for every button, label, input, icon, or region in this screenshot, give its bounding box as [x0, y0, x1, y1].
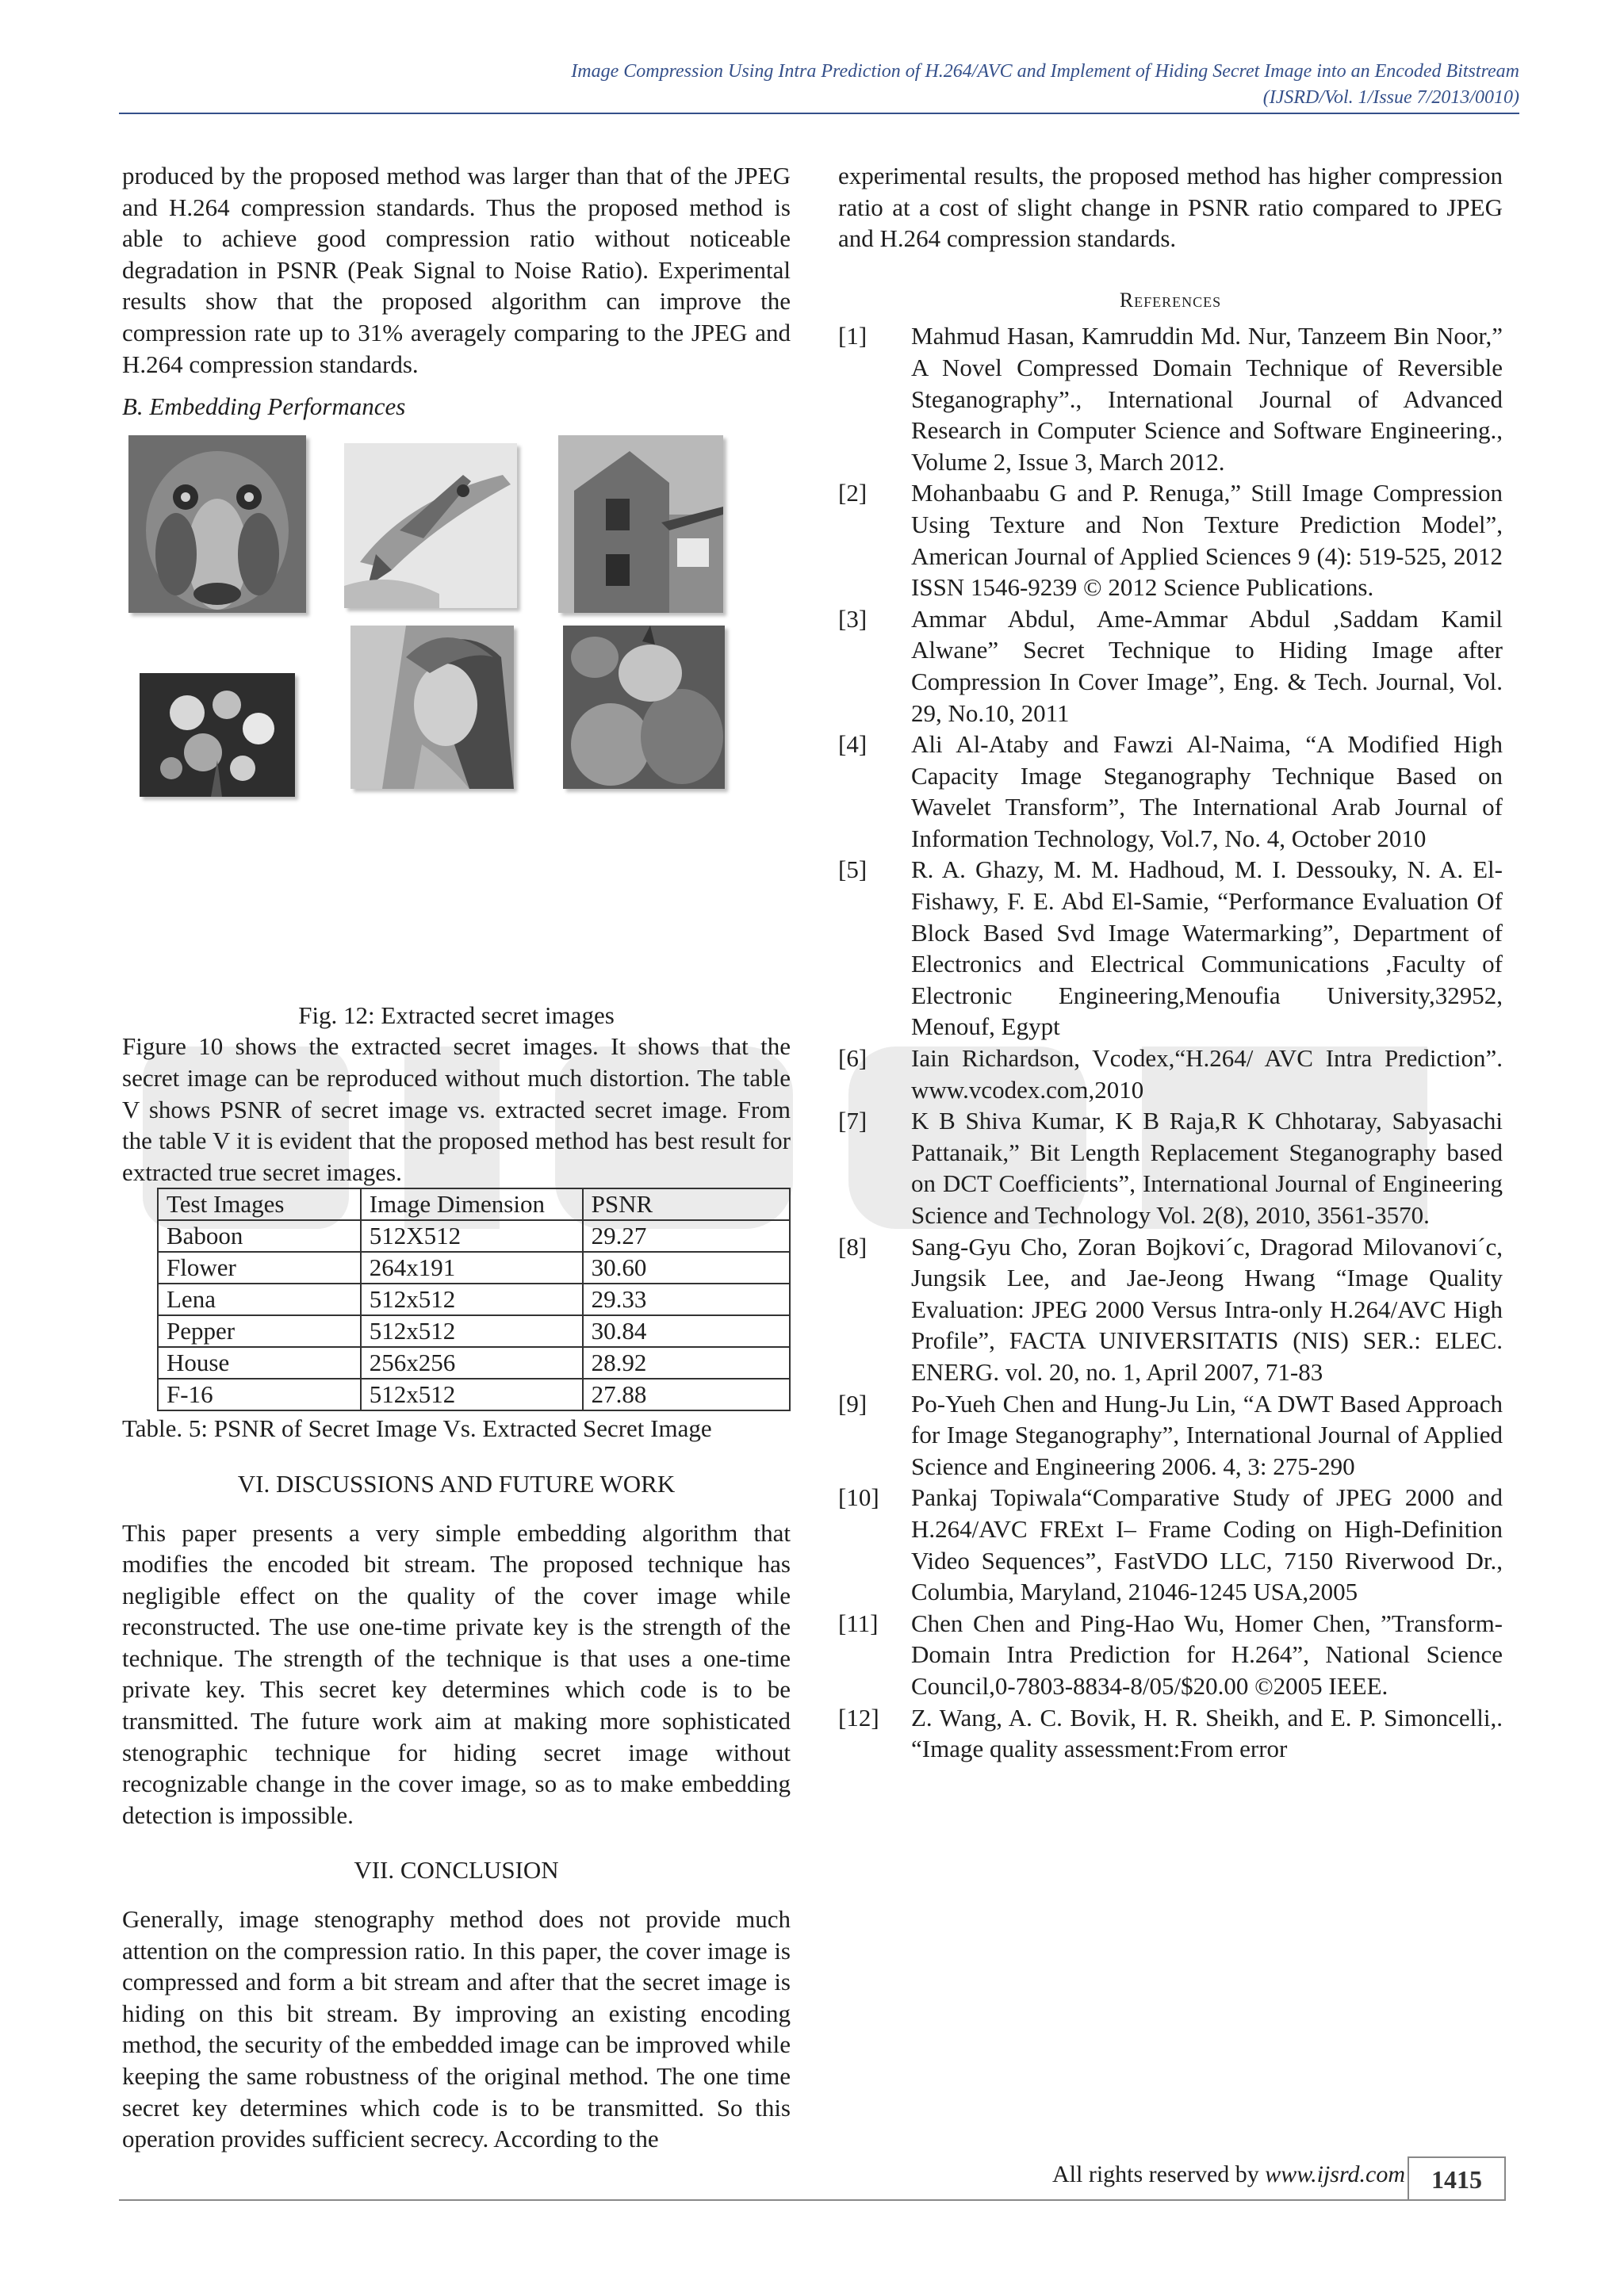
reference-text: Z. Wang, A. C. Bovik, H. R. Sheikh, and E. P. Simoncelli,. “Image quality assessment:From error: [911, 1703, 1503, 1763]
flower-image: [140, 673, 295, 797]
reference-item: [838, 1231, 1503, 1388]
reference-item: [838, 1482, 1503, 1607]
reference-text: Iain Richardson, Vcodex,“H.264/ AVC Intra Prediction”. www.vcodex.com,2010: [911, 1044, 1503, 1104]
psnr-table: [157, 1188, 791, 1411]
reference-number: [7]: [838, 1107, 868, 1135]
conclusion-paragraph: Generally, image stenography method does not provide much attention on the compression ratio. In this paper, the cover image is compressed and form a bit stream and after that the secret image is hiding on this bit stream. By improving an existing encoding method, the security of the embedded image can be improved while keeping the same robustness of the original method. The one time secret key determines which code is to be transmitted. So this operation provides sufficient secrecy. According to the: [122, 1905, 791, 2153]
house-image: [558, 435, 723, 613]
reference-text: K B Shiva Kumar, K B Raja,R K Chhotaray, Sabyasachi Pattanaik,” Bit Length Replacement Steganography based on DCT Coefficients”, International Journal of Engineering Science and Technology Vol. 2(8), 2010, 3561-3570.: [911, 1107, 1503, 1229]
page-number: 1415: [1408, 2156, 1506, 2201]
reference-number: [12]: [838, 1703, 879, 1732]
reference-number: [8]: [838, 1232, 868, 1261]
reference-text: Chen Chen and Ping-Hao Wu, Homer Chen, ”Transform-Domain Intra Prediction for H.264”, National Science Council,0-7803-8834-8/05/$20.00 ©2005 IEEE.: [911, 1609, 1503, 1700]
table-cell: Lena: [158, 1284, 361, 1315]
table-header: PSNR: [583, 1188, 790, 1220]
table-cell: 512X512: [361, 1220, 583, 1252]
table-cell: 256x256: [361, 1347, 583, 1379]
reference-text: Sang-Gyu Cho, Zoran Bojkovi´c, Dragorad Milovanovi´c, Jungsik Lee, and Jae-Jeong Hwang “Image Quality Evaluation: JPEG 2000 Versus Intra-only H.264/AVC High Profile”, FACTA UNIVERSITATIS (NIS) SER.: ELEC. ENERG. vol. 20, no. 1, April 2007, 71-83: [911, 1232, 1503, 1386]
reference-number: [2]: [838, 479, 868, 507]
table-cell: 30.84: [583, 1315, 790, 1347]
header-title: Image Compression Using Intra Prediction of H.264/AVC and Implement of Hiding Secret Image into an Encoded Bitstream: [571, 61, 1519, 82]
table-header-row: [158, 1188, 790, 1220]
table-cell: F-16: [158, 1379, 361, 1410]
table-cell: 29.33: [583, 1284, 790, 1315]
pepper-image: [563, 626, 725, 789]
table-cell: Flower: [158, 1252, 361, 1284]
table-row: [158, 1347, 790, 1379]
running-header: [571, 59, 1519, 111]
reference-item: [838, 729, 1503, 854]
figure-discussion: Figure 10 shows the extracted secret images. It shows that the secret image can be reproduced without much distortion. The table V shows PSNR of secret image vs. extracted secret image. From the table V it is evident that the proposed method has best result for extracted true secret images.: [122, 1032, 791, 1186]
table-row: [158, 1315, 790, 1347]
section-heading-discussions: VI. DISCUSSIONS AND FUTURE WORK: [237, 1469, 676, 1498]
footer-rights: [1052, 2161, 1405, 2188]
reference-number: [4]: [838, 730, 868, 759]
reference-number: [6]: [838, 1044, 868, 1073]
table-cell: 512x512: [361, 1315, 583, 1347]
reference-item: [838, 1608, 1503, 1702]
reference-item: [838, 854, 1503, 1043]
table-caption: Table. 5: PSNR of Secret Image Vs. Extracted Secret Image: [122, 1414, 712, 1443]
reference-number: [1]: [838, 322, 868, 350]
results-paragraph: produced by the proposed method was larger than that of the JPEG and H.264 compression standards. Thus the proposed method is able to achieve good compression ratio without noticeable degradation in PSNR (Peak Signal to Noise Ratio). Experimental results show that the proposed algorithm can improve the compression rate up to 31% averagely comparing to the JPEG and H.264 compression standards.: [122, 162, 791, 378]
right-column: [838, 160, 1503, 1765]
reference-text: Ali Al-Ataby and Fawzi Al-Naima, “A Modified High Capacity Image Steganography Technique Based on Wavelet Transform”, The International Arab Journal of Information Technology, Vol.7, No. 4, October 2010: [911, 730, 1503, 852]
lena-image: [350, 626, 514, 789]
table-header: Image Dimension: [361, 1188, 583, 1220]
reference-number: [11]: [838, 1609, 879, 1637]
conclusion-continued: experimental results, the proposed method has higher compression ratio at a cost of slight change in PSNR ratio compared to JPEG and H.264 compression standards.: [838, 162, 1503, 253]
reference-item: [838, 1388, 1503, 1483]
reference-number: [3]: [838, 604, 868, 633]
section-heading-conclusion: VII. CONCLUSION: [354, 1856, 559, 1885]
reference-item: [838, 320, 1503, 477]
reference-text: Mohanbaabu G and P. Renuga,” Still Image Compression Using Texture and Non Texture Prediction Model”, American Journal of Applied Sciences 9 (4): 519-525, 2012 ISSN 1546-9239 © 2012 Science Publications.: [911, 479, 1503, 602]
table-cell: Pepper: [158, 1315, 361, 1347]
table-cell: 30.60: [583, 1252, 790, 1284]
reference-number: [9]: [838, 1389, 868, 1418]
reference-text: R. A. Ghazy, M. M. Hadhoud, M. I. Dessouky, N. A. El-Fishawy, F. E. Abd El-Samie, “Performance Evaluation Of Block Based Svd Image Watermarking”, Department of Electronics and Electrical Communications ,Faculty of Electronic Engineering,Menoufia University,32952, Menouf, Egypt: [911, 855, 1503, 1041]
footer-rule: [119, 2199, 1505, 2201]
table-cell: House: [158, 1347, 361, 1379]
left-column: [122, 160, 791, 2155]
reference-item: [838, 1702, 1503, 1765]
header-issue: (IJSRD/Vol. 1/Issue 7/2013/0010): [1262, 87, 1519, 108]
baboon-image: [128, 435, 306, 613]
table-header: Test Images: [158, 1188, 361, 1220]
reference-text: Po-Yueh Chen and Hung-Ju Lin, “A DWT Based Approach for Image Steganography”, International Journal of Applied Science and Engineering 2006. 4, 3: 275-290: [911, 1389, 1503, 1480]
reference-item: [838, 603, 1503, 729]
subsection-heading: B. Embedding Performances: [122, 392, 406, 421]
table-row: [158, 1220, 790, 1252]
table-row: [158, 1252, 790, 1284]
table-cell: 512x512: [361, 1284, 583, 1315]
discussions-paragraph: This paper presents a very simple embedding algorithm that modifies the encoded bit stream. The proposed technique has negligible effect on the quality of the cover image while reconstructed. The use one-time private key is the strength of the technique. The strength of the technique is that uses a one-time private key. This secret key determines which code is to be transmitted. The future work aim at making more sophisticated stenographic technique for hiding secret image without recognizable change in the cover image, so as to make embedding detection is impossible.: [122, 1518, 791, 1829]
table-cell: 264x191: [361, 1252, 583, 1284]
table-cell: 512x512: [361, 1379, 583, 1410]
table-cell: Baboon: [158, 1220, 361, 1252]
table-cell: 29.27: [583, 1220, 790, 1252]
reference-list: [838, 320, 1503, 1764]
table-cell: 28.92: [583, 1347, 790, 1379]
footer-rights-label: All rights reserved by: [1052, 2161, 1266, 2187]
figure-caption: Fig. 12: Extracted secret images: [298, 1001, 615, 1029]
footer-site-link[interactable]: www.ijsrd.com: [1265, 2161, 1405, 2187]
f16-image: [344, 443, 517, 608]
table-cell: 27.88: [583, 1379, 790, 1410]
header-rule: [119, 113, 1519, 114]
reference-number: [5]: [838, 855, 868, 884]
reference-text: Pankaj Topiwala“Comparative Study of JPEG 2000 and H.264/AVC FRExt I– Frame Coding on High-Definition Video Sequences”, FastVDO LLC, 7150 Riverwood Dr., Columbia, Maryland, 21046-1245 USA,2005: [911, 1483, 1503, 1606]
reference-text: Ammar Abdul, Ame-Ammar Abdul ,Saddam Kamil Alwane” Secret Technique to Hiding Image after Compression In Cover Image”, Eng. & Tech. Journal, Vol. 29, No.10, 2011: [911, 604, 1503, 727]
reference-text: Mahmud Hasan, Kamruddin Md. Nur, Tanzeem Bin Noor,” A Novel Compressed Domain Technique of Reversible Steganography”., International Journal of Advanced Research in Computer Science and Software Engineering., Volume 2, Issue 3, March 2012.: [911, 322, 1503, 476]
extracted-images-figure: [122, 435, 791, 1006]
reference-item: [838, 1043, 1503, 1105]
table-row: [158, 1379, 790, 1410]
reference-item: [838, 477, 1503, 603]
references-heading: References: [1119, 288, 1222, 312]
reference-item: [838, 1105, 1503, 1230]
table-row: [158, 1284, 790, 1315]
reference-number: [10]: [838, 1483, 879, 1512]
